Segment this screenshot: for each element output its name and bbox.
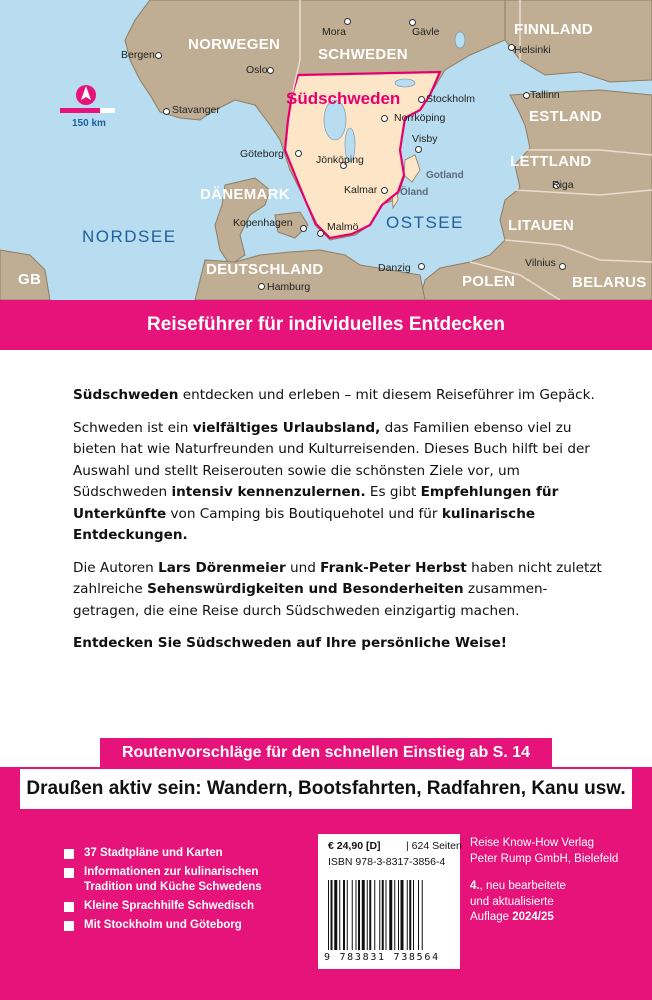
bold-text: Sehenswürdigkeiten und Besonderheiten (147, 581, 464, 597)
overview-map (0, 0, 652, 300)
label-suedschweden: Südschweden (286, 89, 401, 108)
price: € 24,90 [D] (328, 840, 381, 852)
edition-year: 2024/25 (512, 911, 554, 923)
city-kopenhagen: Kopenhagen (233, 217, 293, 229)
feature-item (64, 846, 284, 861)
barcode-bar (422, 880, 423, 950)
paragraph-authors (73, 558, 613, 623)
label-deutschland: DEUTSCHLAND (206, 261, 324, 278)
outdoor-box (20, 769, 632, 809)
label-gb: GB (18, 271, 42, 288)
feature-text: 37 Stadtpläne und Karten (84, 847, 223, 859)
outdoor-text: Draußen aktiv sein: Wandern, Bootsfahrten, Radfahren, Kanu usw. (26, 778, 626, 799)
city-gaevle: Gävle (412, 26, 440, 38)
edition-text: , neu bearbeitete (479, 880, 566, 892)
edition-line-3 (470, 910, 640, 926)
city-dot (155, 52, 162, 59)
feature-item (64, 865, 284, 895)
routes-strip (100, 738, 552, 768)
city-helsinki: Helsinki (514, 44, 551, 56)
city-kalmar: Kalmar (344, 184, 378, 196)
barcode-bar (407, 880, 408, 950)
bold-text: vielfältiges Urlaubsland, (192, 419, 381, 436)
barcode-bar (356, 880, 357, 950)
edition-text: Auflage (470, 911, 513, 923)
page-count: | 624 Seiten (406, 840, 462, 852)
label-lettland: LETTLAND (510, 153, 592, 170)
edition-line-2: und aktualisierte (470, 895, 554, 908)
text: Die Autoren (73, 559, 159, 576)
label-polen: POLEN (462, 273, 516, 290)
city-goeteborg: Göteborg (240, 148, 284, 160)
barcode-bar (418, 880, 419, 950)
paragraph-closing (73, 633, 613, 655)
text: das Familien ebenso viel zu bieten hat wie Naturfreunden und Kulturreisenden. Dieses Buch hilft bei der Auswahl und stellt Reiserouten sowie die schönsten Ziele vor, um Südschweden (73, 419, 590, 500)
label-schweden: SCHWEDEN (318, 46, 408, 63)
barcode-bar (398, 880, 399, 950)
checkbox-icon (64, 868, 74, 878)
barcode-bar (352, 880, 353, 950)
author-name: Lars Dörenmeier (158, 559, 286, 576)
text: von Camping bis Boutiquehotel und für (166, 505, 442, 522)
description (73, 385, 613, 666)
city-tallinn: Tallinn (530, 89, 560, 101)
feature-item (64, 899, 284, 914)
label-daenemark: DÄNEMARK (200, 186, 290, 203)
city-malmoe: Malmö (327, 221, 359, 233)
city-dot (559, 263, 566, 270)
map-graphic (0, 0, 652, 300)
text: Es gibt (365, 484, 421, 500)
label-estland: ESTLAND (529, 108, 602, 125)
city-dot (258, 283, 265, 290)
tagline-banner (0, 300, 652, 350)
city-dot (267, 67, 274, 74)
edition-line (470, 879, 640, 895)
city-dot (381, 187, 388, 194)
bold-text: kulinarische Entdeckungen. (73, 505, 536, 543)
barcode-bar (413, 880, 414, 950)
barcode-bar (362, 880, 365, 950)
barcode-bar (374, 880, 375, 950)
feature-list (64, 846, 284, 937)
barcode-bar (328, 880, 329, 950)
city-dot (163, 108, 170, 115)
text: zusammen-getragen, die eine Reise durch Südschweden einzigartig machen. (73, 581, 548, 619)
paragraph-overview (73, 418, 613, 547)
barcode-bar (334, 880, 337, 950)
city-stockholm: Stockholm (426, 93, 476, 105)
city-vilnius: Vilnius (525, 257, 556, 269)
barcode-bar (409, 880, 411, 950)
barcode-bar (382, 880, 384, 950)
city-dot (317, 230, 324, 237)
label-nordsee: NORDSEE (82, 227, 177, 246)
city-dot (409, 19, 416, 26)
feature-item (64, 918, 284, 933)
closing-text: Entdecken Sie Südschweden auf Ihre persönliche Weise! (73, 635, 507, 651)
publisher-company: Peter Rump GmbH, Bielefeld (470, 852, 619, 865)
checkbox-icon (64, 902, 74, 912)
city-norrkoeping: Norrköping (394, 112, 446, 124)
feature-text: Mit Stockholm und Göteborg (84, 919, 242, 931)
label-finnland: FINNLAND (514, 21, 594, 38)
city-mora: Mora (322, 26, 346, 38)
barcode-bar (394, 880, 395, 950)
bold-text: intensiv kennenzulernen. (171, 484, 366, 500)
barcode-digits: 9 783831 738564 (324, 952, 440, 963)
city-oslo: Oslo (246, 64, 268, 76)
barcode-bar (389, 880, 392, 950)
feature-text: Kleine Sprachhilfe Schwedisch (84, 900, 254, 912)
label-ostsee: OSTSEE (386, 213, 464, 232)
city-dot (523, 92, 530, 99)
tagline-text: Reiseführer für individuelles Entdecken (147, 314, 505, 335)
barcode-bar (367, 880, 368, 950)
barcode-bar (331, 880, 333, 950)
label-belarus: BELARUS (572, 274, 647, 291)
city-bergen: Bergen (121, 49, 155, 61)
text: haben nicht zuletzt zahlreiche (73, 559, 602, 597)
publisher-name: Reise Know-How Verlag (470, 837, 595, 849)
city-stavanger: Stavanger (172, 104, 220, 116)
barcode-bar (369, 880, 371, 950)
feature-text: Informationen zur kulinarischen Tradition und Küche Schwedens (84, 866, 262, 893)
city-joenkoeping: Jönköping (316, 154, 364, 166)
checkbox-icon (64, 921, 74, 931)
barcode-bar (379, 880, 380, 950)
bold-text: Empfehlungen für Unterkünfte (73, 484, 559, 522)
city-danzig: Danzig (378, 262, 411, 274)
barcode-bar (358, 880, 360, 950)
city-hamburg: Hamburg (267, 281, 311, 293)
city-visby: Visby (412, 133, 438, 145)
city-dot (418, 96, 425, 103)
city-dot (344, 18, 351, 25)
label-norwegen: NORWEGEN (188, 36, 281, 53)
label-litauen: LITAUEN (508, 217, 574, 234)
text: entdecken und erleben – mit diesem Reiseführer im Gepäck. (178, 387, 595, 403)
scale-label: 150 km (72, 118, 106, 129)
barcode-bar (343, 880, 345, 950)
isbn: ISBN 978-3-8317-3856-4 (328, 856, 446, 868)
author-name: Frank-Peter Herbst (320, 559, 467, 576)
city-dot (295, 150, 302, 157)
city-dot (300, 225, 307, 232)
barcode-bar (339, 880, 340, 950)
city-riga: Riga (552, 179, 574, 191)
routes-text: Routenvorschläge für den schnellen Einstieg ab S. 14 (121, 744, 531, 761)
edition-number: 4. (470, 880, 480, 892)
label-oeland: Öland (400, 187, 429, 198)
barcode-bar (401, 880, 404, 950)
text: Schweden ist ein (73, 419, 193, 436)
text: und (285, 559, 321, 576)
barcode-bar (386, 880, 387, 950)
publisher-info (470, 836, 640, 926)
barcode-graphic (328, 880, 452, 950)
barcode-box (318, 834, 460, 969)
label-gotland: Gotland (426, 170, 464, 181)
city-dot (381, 115, 388, 122)
city-dot (415, 146, 422, 153)
paragraph-intro (73, 385, 613, 407)
bold-text: Südschweden (73, 387, 179, 403)
barcode-bar (347, 880, 348, 950)
city-dot (418, 263, 425, 270)
checkbox-icon (64, 849, 74, 859)
